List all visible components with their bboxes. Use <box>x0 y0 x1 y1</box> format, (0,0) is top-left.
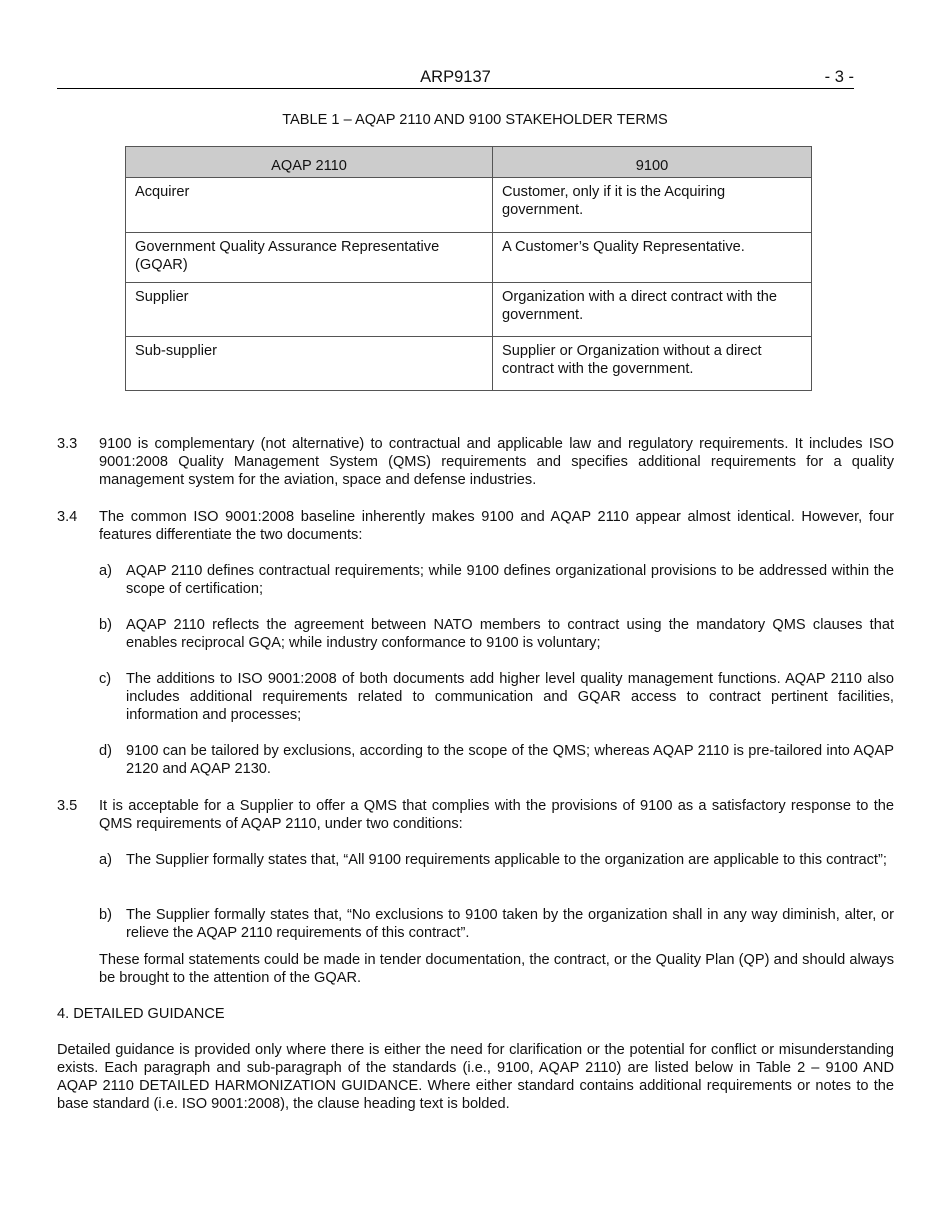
paragraph-number: 3.5 <box>57 798 78 814</box>
list-item-text: AQAP 2110 defines contractual requirements; while 9100 defines organizational provisions to be addressed within the scope of certification; <box>126 563 894 597</box>
list-item <box>99 562 894 598</box>
paragraph-3-5 <box>57 797 894 833</box>
table-header-row <box>126 147 812 178</box>
list-item <box>99 851 894 869</box>
paragraph-text: 9100 is complementary (not alternative) to contractual and applicable law and regulatory requirements. It includes ISO 9001:2008 Quality Management System (QMS) requirements and specifies additional requirements for a quality management system for the aviation, space and defense industries. <box>99 436 894 488</box>
table-row <box>126 337 812 391</box>
paragraph-text: It is acceptable for a Supplier to offer a QMS that complies with the provisions of 9100 as a satisfactory response to the QMS requirements of AQAP 2110, under two conditions: <box>99 798 894 832</box>
page-header <box>57 68 854 89</box>
paragraph-3-3 <box>57 435 894 489</box>
table-cell: Supplier <box>126 283 493 337</box>
page-number: - 3 - <box>824 68 854 86</box>
column-header-9100: 9100 <box>493 147 812 178</box>
list-item-text: 9100 can be tailored by exclusions, according to the scope of the QMS; whereas AQAP 2110 is pre-tailored into AQAP 2120 and AQAP 2130. <box>126 743 894 777</box>
list-item-text: The Supplier formally states that, “No exclusions to 9100 taken by the organization shall in any way diminish, alter, or relieve the AQAP 2110 requirements of this contract”. <box>126 907 894 941</box>
column-header-aqap: AQAP 2110 <box>126 147 493 178</box>
table-cell: Acquirer <box>126 178 493 233</box>
table-cell: Supplier or Organization without a direct contract with the government. <box>493 337 812 391</box>
paragraph-number: 3.4 <box>57 509 78 525</box>
table-cell: Government Quality Assurance Representative (GQAR) <box>126 233 493 283</box>
list-item-letter: c) <box>99 671 112 687</box>
list-item-letter: d) <box>99 743 112 759</box>
paragraph-text: The common ISO 9001:2008 baseline inherently makes 9100 and AQAP 2110 appear almost identical. However, four features differentiate the two documents: <box>99 509 894 543</box>
list-item-letter: b) <box>99 617 112 633</box>
section-4-text: Detailed guidance is provided only where there is either the need for clarification or the potential for conflict or misunderstanding exists. Each paragraph and sub-paragraph of the standards (i.e., 9100, AQAP 2110) are listed below in Table 2 – 9100 AND AQAP 2110 DETAILED HARMONIZATION GUIDANCE. Where either standard contains additional requirements or notes to the base standard (i.e. ISO 9001:2008), the clause heading text is bolded. <box>57 1042 894 1112</box>
list-item-letter: a) <box>99 563 112 579</box>
paragraph-3-4 <box>57 508 894 544</box>
table-cell: Organization with a direct contract with the government. <box>493 283 812 337</box>
list-item-letter: b) <box>99 907 112 923</box>
table-row <box>126 233 812 283</box>
table-cell: Sub-supplier <box>126 337 493 391</box>
table-row <box>126 178 812 233</box>
table-title: TABLE 1 – AQAP 2110 AND 9100 STAKEHOLDER TERMS <box>282 112 668 128</box>
document-id: ARP9137 <box>420 68 491 86</box>
list-item <box>99 670 894 724</box>
list-item <box>99 906 894 942</box>
section-4-heading: 4. DETAILED GUIDANCE <box>57 1006 225 1022</box>
paragraph-number: 3.3 <box>57 436 78 452</box>
list-item <box>99 742 894 778</box>
table-cell: Customer, only if it is the Acquiring government. <box>493 178 812 233</box>
list-item <box>99 616 894 652</box>
list-item-letter: a) <box>99 852 112 868</box>
paragraph-3-5-note: These formal statements could be made in tender documentation, the contract, or the Quality Plan (QP) and should always be brought to the attention of the GQAR. <box>99 952 894 986</box>
stakeholder-terms-table <box>125 146 812 391</box>
table-cell: A Customer’s Quality Representative. <box>493 233 812 283</box>
list-item-text: AQAP 2110 reflects the agreement between NATO members to contract using the mandatory QMS clauses that enables reciprocal GQA; while industry conformance to 9100 is voluntary; <box>126 617 894 651</box>
list-item-text: The additions to ISO 9001:2008 of both documents add higher level quality management functions. AQAP 2110 also includes additional requirements related to communication and GQAR access to contract pertinent facilities, information and processes; <box>126 671 894 723</box>
list-item-text: The Supplier formally states that, “All 9100 requirements applicable to the organization are applicable to this contract”; <box>126 852 887 868</box>
table-row <box>126 283 812 337</box>
